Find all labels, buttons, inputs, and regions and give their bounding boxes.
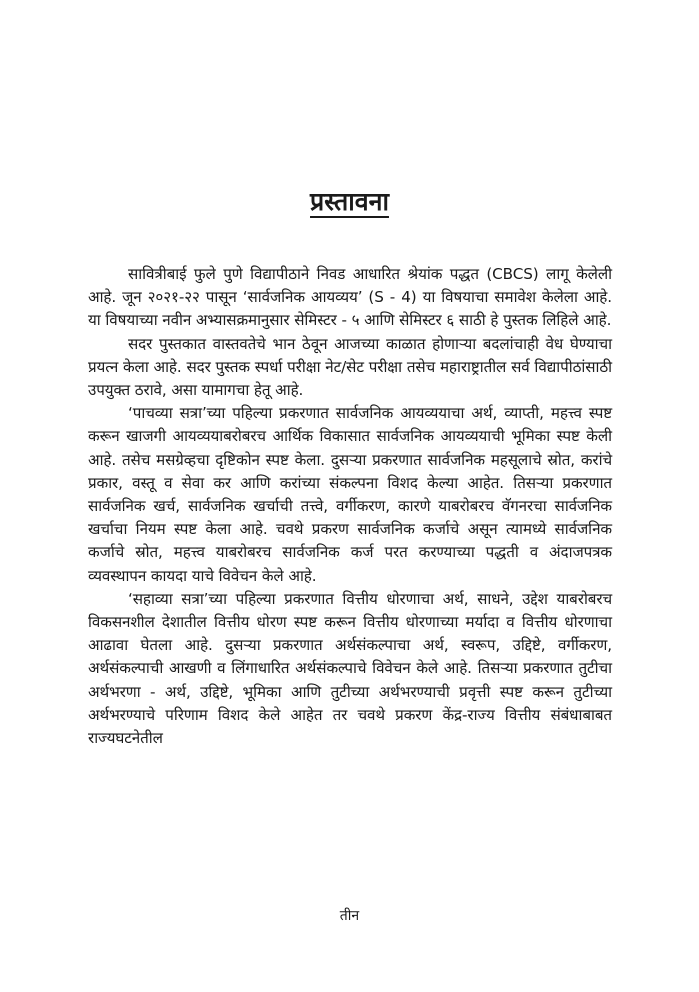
preface-body <box>88 263 612 750</box>
page-title-text: प्रस्तावना <box>310 186 389 216</box>
paragraph-4: ‘सहाव्या सत्रा’च्या पहिल्या प्रकरणात वित्तीय धोरणाचा अर्थ, साधने, उद्देश याबरोबरच विकसनशील देशातील वित्तीय धोरण स्पष्ट करून वित्तीय धोरणाच्या मर्यादा व वित्तीय धोरणाचा आढावा घेतला आहे. दुसऱ्या प्रकरणात अर्थसंकल्पाचा अर्थ, स्वरूप, उद्दिष्टे, वर्गीकरण, अर्थसंकल्पाची आखणी व लिंगाधारित अर्थसंकल्पाचे विवेचन केले आहे. तिसऱ्या प्रकरणात तुटीचा अर्थभरणा - अर्थ, उद्दिष्टे, भूमिका आणि तुटीच्या अर्थभरण्याची प्रवृत्ती स्पष्ट करून तुटीच्या अर्थभरण्याचे परिणाम विशद केले आहेत तर चवथे प्रकरण केंद्र-राज्य वित्तीय संबंधाबाबत राज्यघटनेतील <box>88 589 612 748</box>
paragraph-1: सावित्रीबाई फुले पुणे विद्यापीठाने निवड आधारित श्रेयांक पद्धत (CBCS) लागू केलेली आहे. जून २०२१-२२ पासून ‘सार्वजनिक आयव्यय’ (S - 4) या विषयाचा समावेश केलेला आहे. या विषयाच्या नवीन अभ्यासक्रमानुसार सेमिस्टर - ५ आणि सेमिस्टर ६ साठी हे पुस्तक लिहिले आहे. <box>88 265 612 330</box>
paragraph-3: ‘पाचव्या सत्रा’च्या पहिल्या प्रकरणात सार्वजनिक आयव्ययाचा अर्थ, व्याप्ती, महत्त्व स्पष्ट करून खाजगी आयव्ययाबरोबरच आर्थिक विकासात सार्वजनिक आयव्ययाची भूमिका स्पष्ट केली आहे. तसेच मसग्रेव्हचा दृष्टिकोन स्पष्ट केला. दुसऱ्या प्रकरणात सार्वजनिक महसूलाचे स्रोत, करांचे प्रकार, वस्तू व सेवा कर आणि करांच्या संकल्पना विशद केल्या आहेत. तिसऱ्या प्रकरणात सार्वजनिक खर्च, सार्वजनिक खर्चाची तत्त्वे, वर्गीकरण, कारणे याबरोबरच वॅगनरचा सार्वजनिक खर्चाचा नियम स्पष्ट केला आहे. चवथे प्रकरण सार्वजनिक कर्जाचे असून त्यामध्ये सार्वजनिक कर्जाचे स्रोत, महत्त्व याबरोबरच सार्वजनिक कर्ज परत करण्याच्या पद्धती व अंदाजपत्रक व्यवस्थापन कायदा याचे विवेचन केले आहे. <box>88 404 612 585</box>
page-number: तीन <box>339 908 360 924</box>
page-title <box>0 185 699 219</box>
paragraph-2: सदर पुस्तकात वास्तवतेचे भान ठेवून आजच्या काळात होणाऱ्या बदलांचाही वेध घेण्याचा प्रयत्न केला आहे. सदर पुस्तक स्पर्धा परीक्षा नेट/सेट परीक्षा तसेच महाराष्ट्रातील सर्व विद्यापीठांसाठी उपयुक्त ठरावे, असा यामागचा हेतू आहे. <box>88 334 612 400</box>
